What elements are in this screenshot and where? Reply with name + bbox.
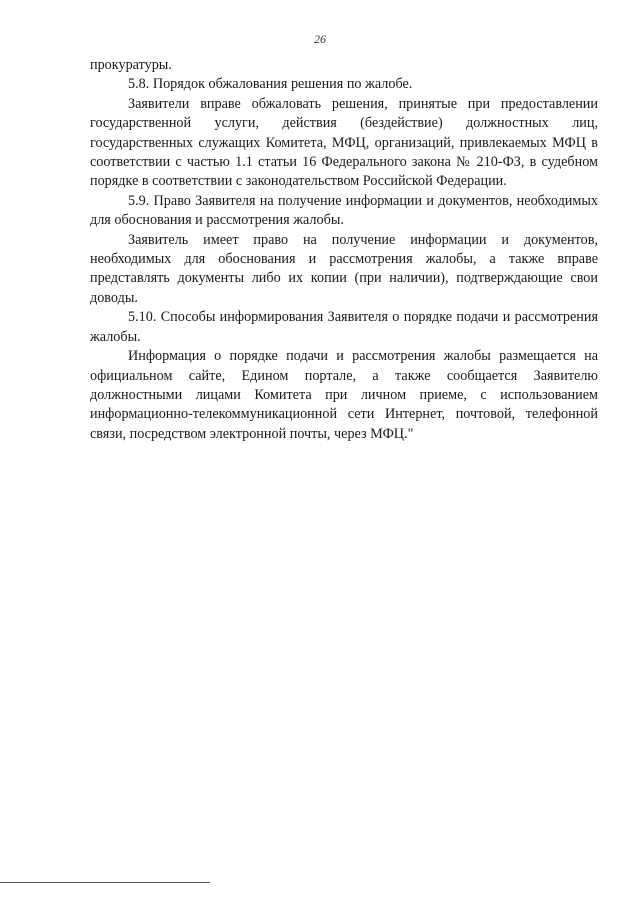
section-heading-5-10: 5.10. Способы информирования Заявителя о порядке подачи и рассмотрения жалобы. xyxy=(90,309,598,345)
paragraph-continuation: прокуратуры. xyxy=(90,57,172,73)
paragraph-appeal-rights: Заявители вправе обжаловать решения, принятые при предоставлении государственной услуги, действия (бездействие) должностных лиц, государственных служащих Комитета, МФЦ, организаций, привлекаемых МФЦ в соответствии с частью 1.1 статьи 16 Федерального закона № 210-ФЗ, в судебном порядке в соответствии с законодательством Российской Федерации. xyxy=(90,95,598,190)
page-number: 26 xyxy=(314,32,326,46)
paragraph-informing-methods: Информация о порядке подачи и рассмотрения жалобы размещается на официальном сайте, Едином портале, а также сообщается Заявителю должностными лицами Комитета при личном приеме, с использованием информационно-телекоммуникационной сети Интернет, почтовой, телефонной связи, посредством электронной почты, через МФЦ." xyxy=(90,348,598,442)
document-body xyxy=(90,56,598,444)
paragraph-information-rights: Заявитель имеет право на получение информации и документов, необходимых для обоснования и рассмотрения жалобы, а также вправе представлять документы либо их копии (при наличии), подтверждающие свои доводы. xyxy=(90,231,598,306)
footer-divider xyxy=(0,882,210,883)
section-heading-5-8: 5.8. Порядок обжалования решения по жалобе. xyxy=(128,76,413,93)
section-heading-5-9: 5.9. Право Заявителя на получение информации и документов, необходимых для обоснования и рассмотрения жалобы. xyxy=(90,192,598,229)
